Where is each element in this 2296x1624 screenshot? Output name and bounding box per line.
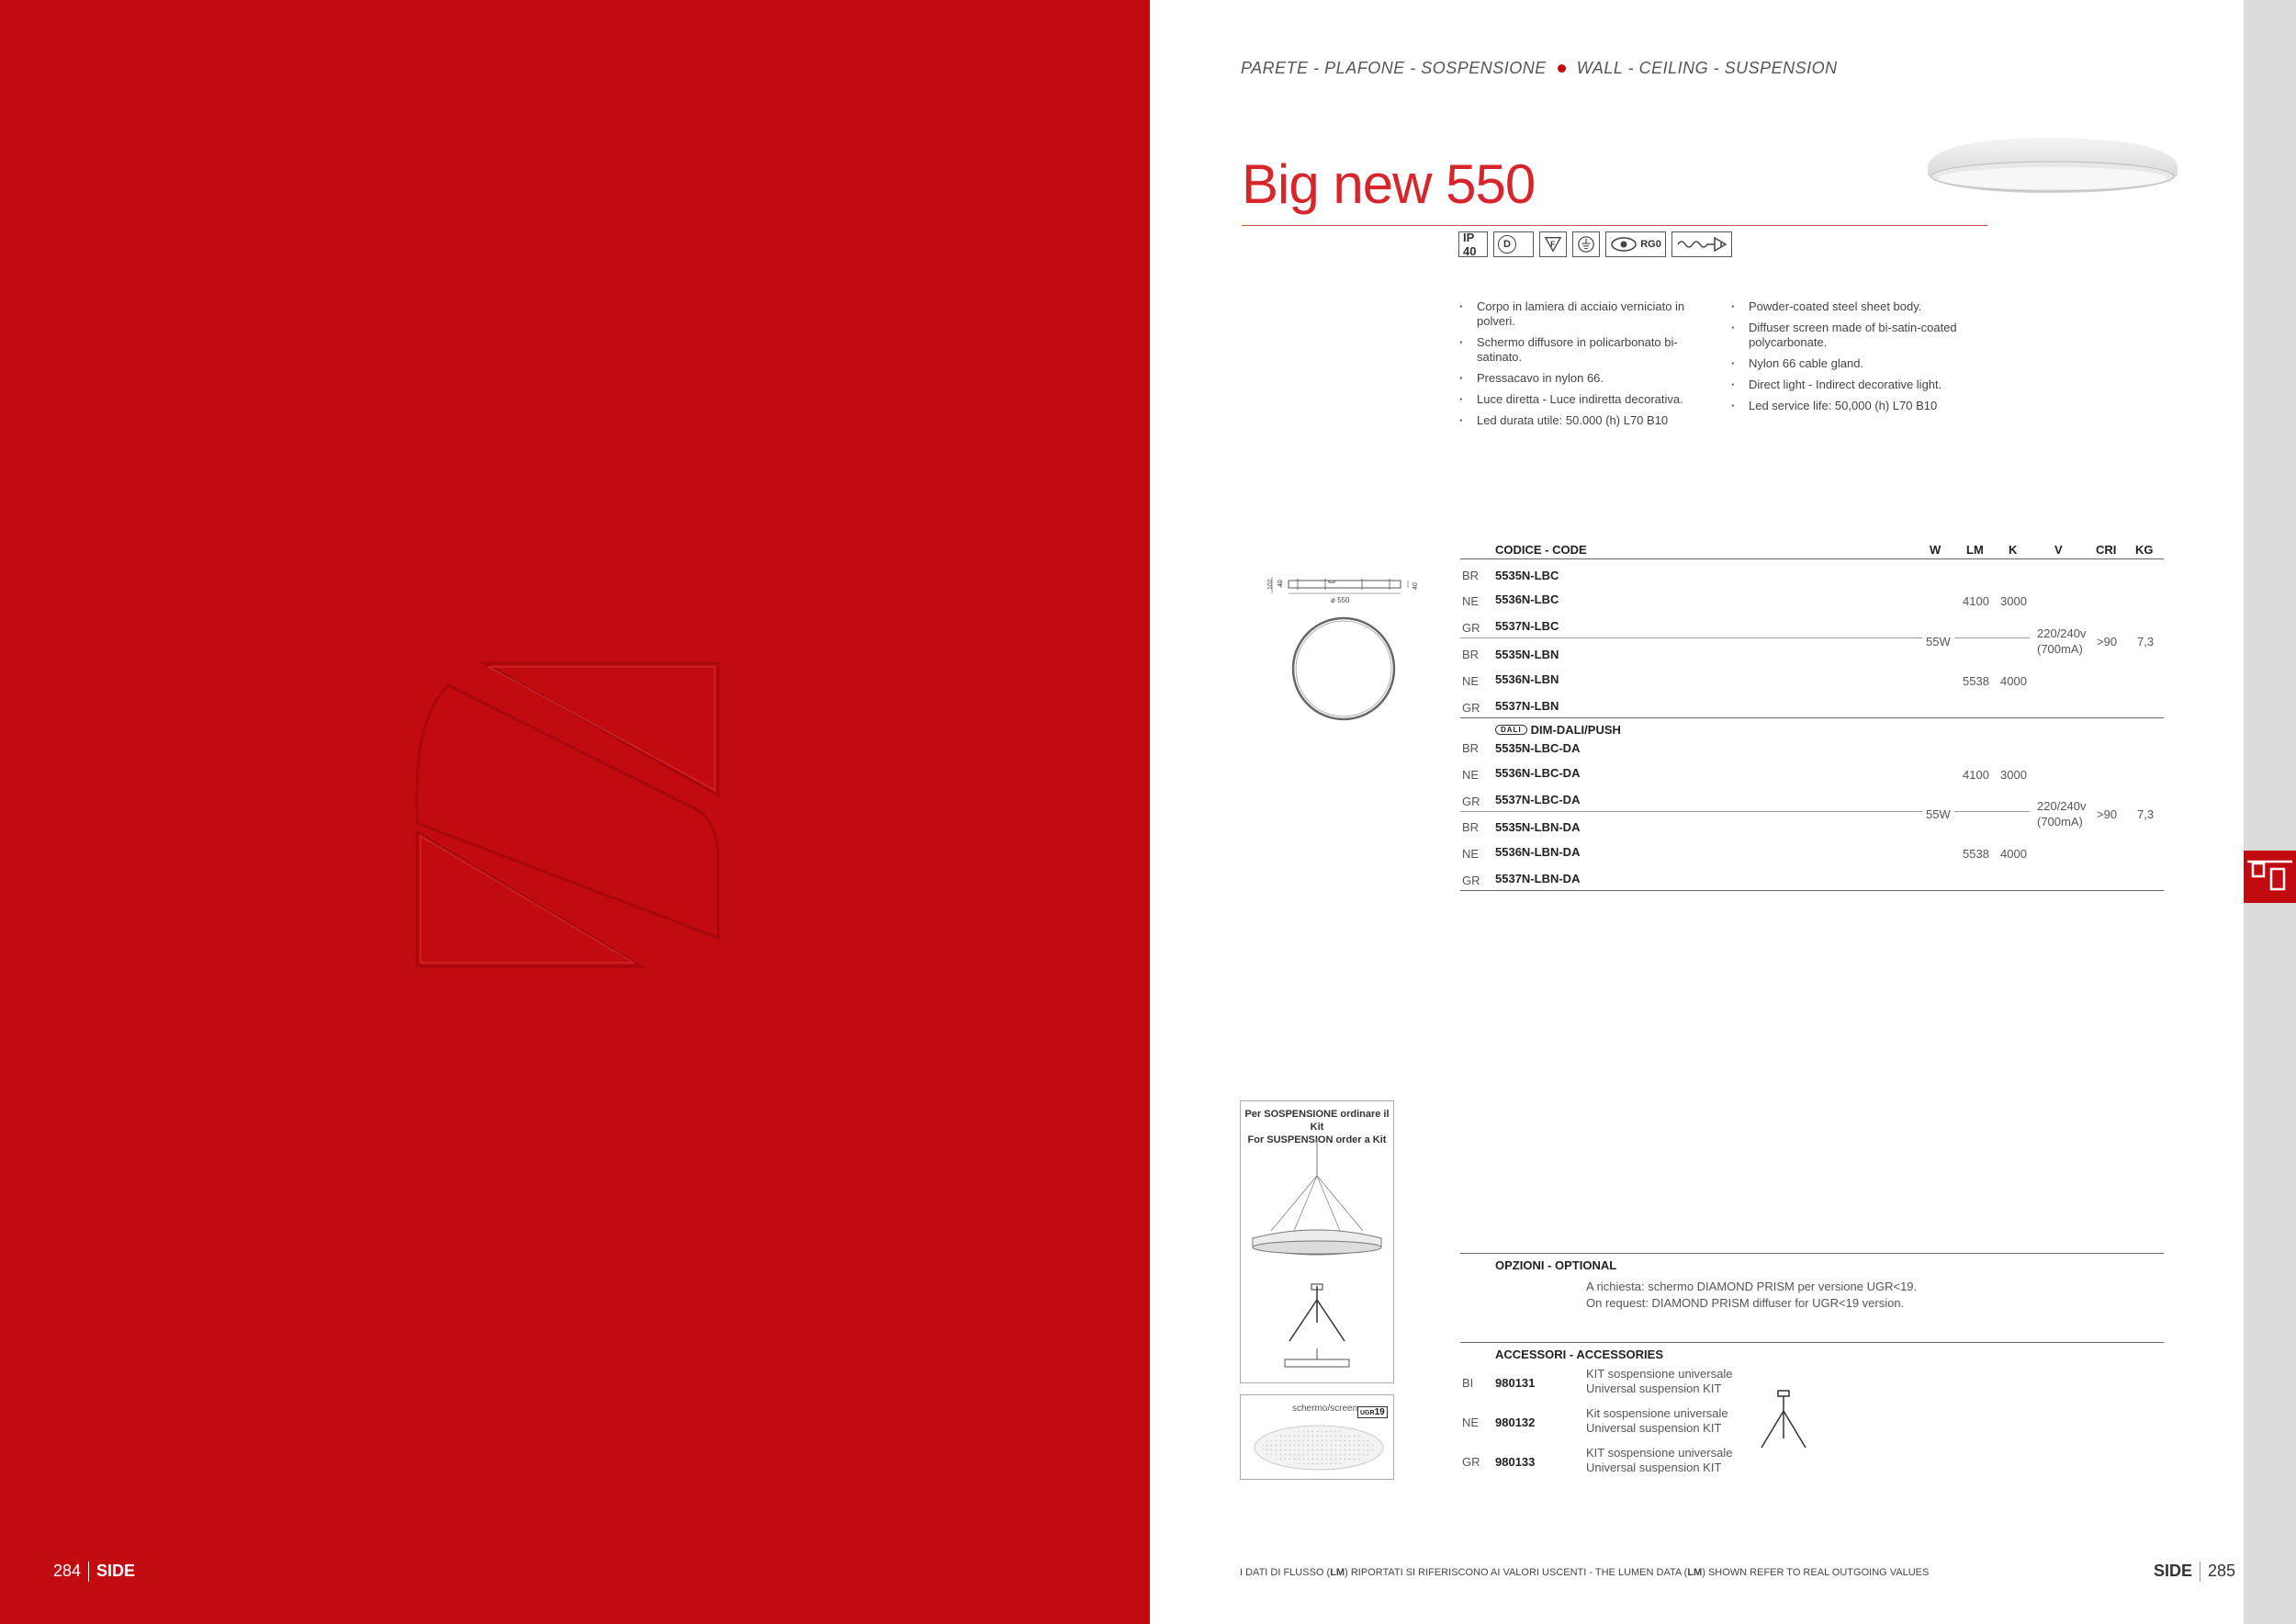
col-header-w: W [1930,543,1941,557]
row-code: 5536N-LBN-DA [1495,845,1581,859]
group1-lm-a: 4100 [1963,594,1989,608]
footer-note-lm1: LM [1330,1567,1345,1578]
optional-line-en: On request: DIAMOND PRISM diffuser for UGR<19 version. [1586,1296,1905,1310]
dali-group-text: DIM-DALI/PUSH [1530,723,1621,737]
lm-k-divider [1954,637,2030,638]
group2-voltage [2037,798,2087,829]
col-header-k: K [2009,543,2018,557]
table-header-rule [1460,558,2164,559]
bullet-dot-icon [1558,64,1566,73]
group2-lm-b: 5538 [1963,847,1989,861]
category-it: PARETE - PLAFONE - SOSPENSIONE [1241,59,1547,77]
accessory-desc [1586,1446,1732,1475]
right-edge-band [2244,0,2296,1624]
group1-cri: >90 [2097,635,2118,648]
row-divider [1460,637,1922,638]
certification-icons [1458,231,1732,257]
accessory-color: BI [1462,1376,1474,1390]
accessory-color: NE [1462,1415,1480,1429]
accessories-title: ACCESSORI - ACCESSORIES [1495,1348,1663,1361]
class-d-label: D [1498,235,1516,254]
feature-en-item: · Nylon 66 cable gland. [1731,356,1970,371]
accessory-code: 980132 [1495,1415,1536,1429]
group2-voltage-line2: (700mA) [2037,815,2083,829]
row-color: BR [1462,648,1480,661]
col-header-cri: CRI [2096,543,2117,557]
row-code: 5535N-LBC [1495,569,1559,582]
row-color: GR [1462,701,1480,715]
row-color: NE [1462,847,1480,861]
col-header-code: CODICE - CODE [1495,543,1587,557]
group1-kg: 7,3 [2137,635,2155,648]
group2-voltage-line1: 220/240v [2037,799,2087,813]
title-divider [1242,225,1987,226]
group1-voltage-line1: 220/240v [2037,626,2087,640]
features-english [1731,299,1970,420]
ugr-badge [1357,1406,1388,1418]
product-photo [1924,129,2181,197]
group2-w: 55W [1926,807,1951,821]
row-code: 5536N-LBC [1495,592,1559,606]
optional-text [1586,1279,1917,1312]
row-code: 5537N-LBC-DA [1495,793,1581,806]
category-en: WALL - CEILING - SUSPENSION [1576,59,1838,77]
row-color: GR [1462,795,1480,808]
col-header-kg: KG [2135,543,2154,557]
brand-logo-emboss [411,658,724,970]
row-color: BR [1462,569,1480,582]
accessory-code: 980133 [1495,1455,1536,1469]
col-header-v: V [2054,543,2063,557]
group1-w: 55W [1926,635,1951,648]
driver-icon [1671,231,1732,257]
rg0-label: RG0 [1640,239,1661,250]
group2-kg: 7,3 [2137,807,2155,821]
table-bottom-rule [1460,890,2164,891]
footer-note-part3: ) SHOWN REFER TO REAL OUTGOING VALUES [1702,1567,1930,1578]
feature-it-item: · Corpo in lamiera di acciaio verniciato in polveri. [1459,299,1698,329]
row-code: 5537N-LBC [1495,619,1559,633]
suspension-kit-illustration [1244,1139,1390,1380]
accessories-top-rule [1460,1342,2164,1343]
row-color: NE [1462,594,1480,608]
row-code: 5537N-LBN [1495,699,1559,713]
group1-voltage-line2: (700mA) [2037,642,2083,656]
row-color: NE [1462,768,1480,782]
class-d-icon [1493,231,1534,257]
ugr-label: UGR [1360,1410,1375,1416]
section-tab[interactable] [2244,851,2296,903]
ugr-value: 19 [1374,1407,1385,1417]
features-italian [1459,299,1698,434]
lm-k-divider [1954,811,2030,812]
group-divider [1460,717,2164,718]
footer-note-lm2: LM [1687,1567,1703,1578]
group1-k-b: 4000 [2000,674,2027,688]
feature-it-item: · Schermo diffusore in policarbonato bi-satinato. [1459,335,1698,365]
group2-lm-a: 4100 [1963,768,1989,782]
dim-diameter: ø 550 [1331,596,1350,604]
f-mark-icon [1539,231,1567,257]
optional-line-it: A richiesta: schermo DIAMOND PRISM per versione UGR<19. [1586,1280,1918,1293]
group2-k-a: 3000 [2000,768,2027,782]
feature-it-item: · Pressacavo in nylon 66. [1459,371,1698,386]
right-brand: SIDE [2154,1562,2193,1580]
optional-title: OPZIONI - OPTIONAL [1495,1258,1617,1272]
row-code: 5537N-LBN-DA [1495,872,1581,885]
product-title: Big new 550 [1242,153,1536,215]
feature-en-item: · Led service life: 50,000 (h) L70 B10 [1731,399,1970,413]
left-page-number: 284 [53,1562,82,1580]
footer-note-part2: ) RIPORTATI SI RIFERISCONO AI VALORI USCENTI - THE LUMEN DATA ( [1345,1567,1688,1578]
accessory-color: GR [1462,1455,1480,1469]
row-color: GR [1462,874,1480,887]
row-code: 5535N-LBN-DA [1495,820,1581,834]
dali-group-label [1495,723,1621,737]
group1-voltage [2037,626,2087,657]
accessory-code: 980131 [1495,1376,1536,1390]
row-color: BR [1462,741,1480,755]
row-code: 5535N-LBN [1495,648,1559,661]
accessory-desc-en: Universal suspension KIT [1586,1460,1722,1474]
accessory-desc-it: KIT sospensione universale [1586,1367,1733,1381]
row-code: 5536N-LBN [1495,672,1559,686]
category-line [1241,59,1838,78]
screen-label: schermo/screen [1292,1404,1358,1414]
accessory-desc-en: Universal suspension KIT [1586,1421,1722,1435]
optional-top-rule [1460,1253,2164,1254]
diamond-prism-screen-illustration [1251,1420,1387,1473]
accessory-desc-en: Universal suspension KIT [1586,1382,1722,1395]
row-code: 5536N-LBC-DA [1495,766,1581,780]
technical-drawing [1261,570,1426,730]
row-color: NE [1462,674,1480,688]
footer-lumen-note [1240,1567,1929,1578]
group2-k-b: 4000 [2000,847,2027,861]
dim-height-body: 40 [1277,580,1284,587]
accessory-desc [1586,1367,1732,1396]
f-mark-label: F [1550,240,1556,249]
accessory-desc-it: KIT sospensione universale [1586,1446,1733,1460]
accessory-desc-it: Kit sospensione universale [1586,1406,1728,1420]
group1-k-a: 3000 [2000,594,2027,608]
footer-note-part1: I DATI DI FLUSSO ( [1240,1567,1331,1578]
earth-icon [1572,231,1600,257]
suspension-kit-line-it: Per SOSPENSIONE ordinare il Kit [1244,1109,1390,1133]
dali-logo-icon: DALI [1495,725,1527,735]
ip40-icon: IP 40 [1458,231,1488,257]
row-color: GR [1462,621,1480,635]
feature-it-item: · Led durata utile: 50.000 (h) L70 B10 [1459,413,1698,428]
col-header-lm: LM [1966,543,1984,557]
row-divider [1460,811,1922,812]
row-code: 5535N-LBC-DA [1495,741,1581,755]
left-brand: SIDE [96,1562,136,1580]
accessory-desc [1586,1406,1728,1436]
dim-height-total: 102 [1267,579,1274,590]
group1-lm-b: 5538 [1963,674,1989,688]
ceiling-lamp-section-icon [2244,851,2296,903]
feature-en-item: · Powder-coated steel sheet body. [1731,299,1970,314]
suspension-kit-line-en: For SUSPENSION order a Kit [1247,1134,1387,1145]
left-page-number-block [53,1562,135,1582]
group2-cri: >90 [2097,807,2118,821]
feature-it-item: · Luce diretta - Luce indiretta decorativa. [1459,392,1698,407]
row-color: BR [1462,820,1480,834]
feature-en-item: · Direct light - Indirect decorative light. [1731,378,1970,392]
right-page-number: 285 [2208,1562,2236,1580]
suspension-kit-accessory-icon [1756,1387,1811,1451]
photobiological-rg0-icon [1605,231,1666,257]
dim-side: 40 [1412,582,1419,590]
right-page-number-block [2154,1562,2235,1582]
feature-en-item: · Diffuser screen made of bi-satin-coated polycarbonate. [1731,321,1970,350]
